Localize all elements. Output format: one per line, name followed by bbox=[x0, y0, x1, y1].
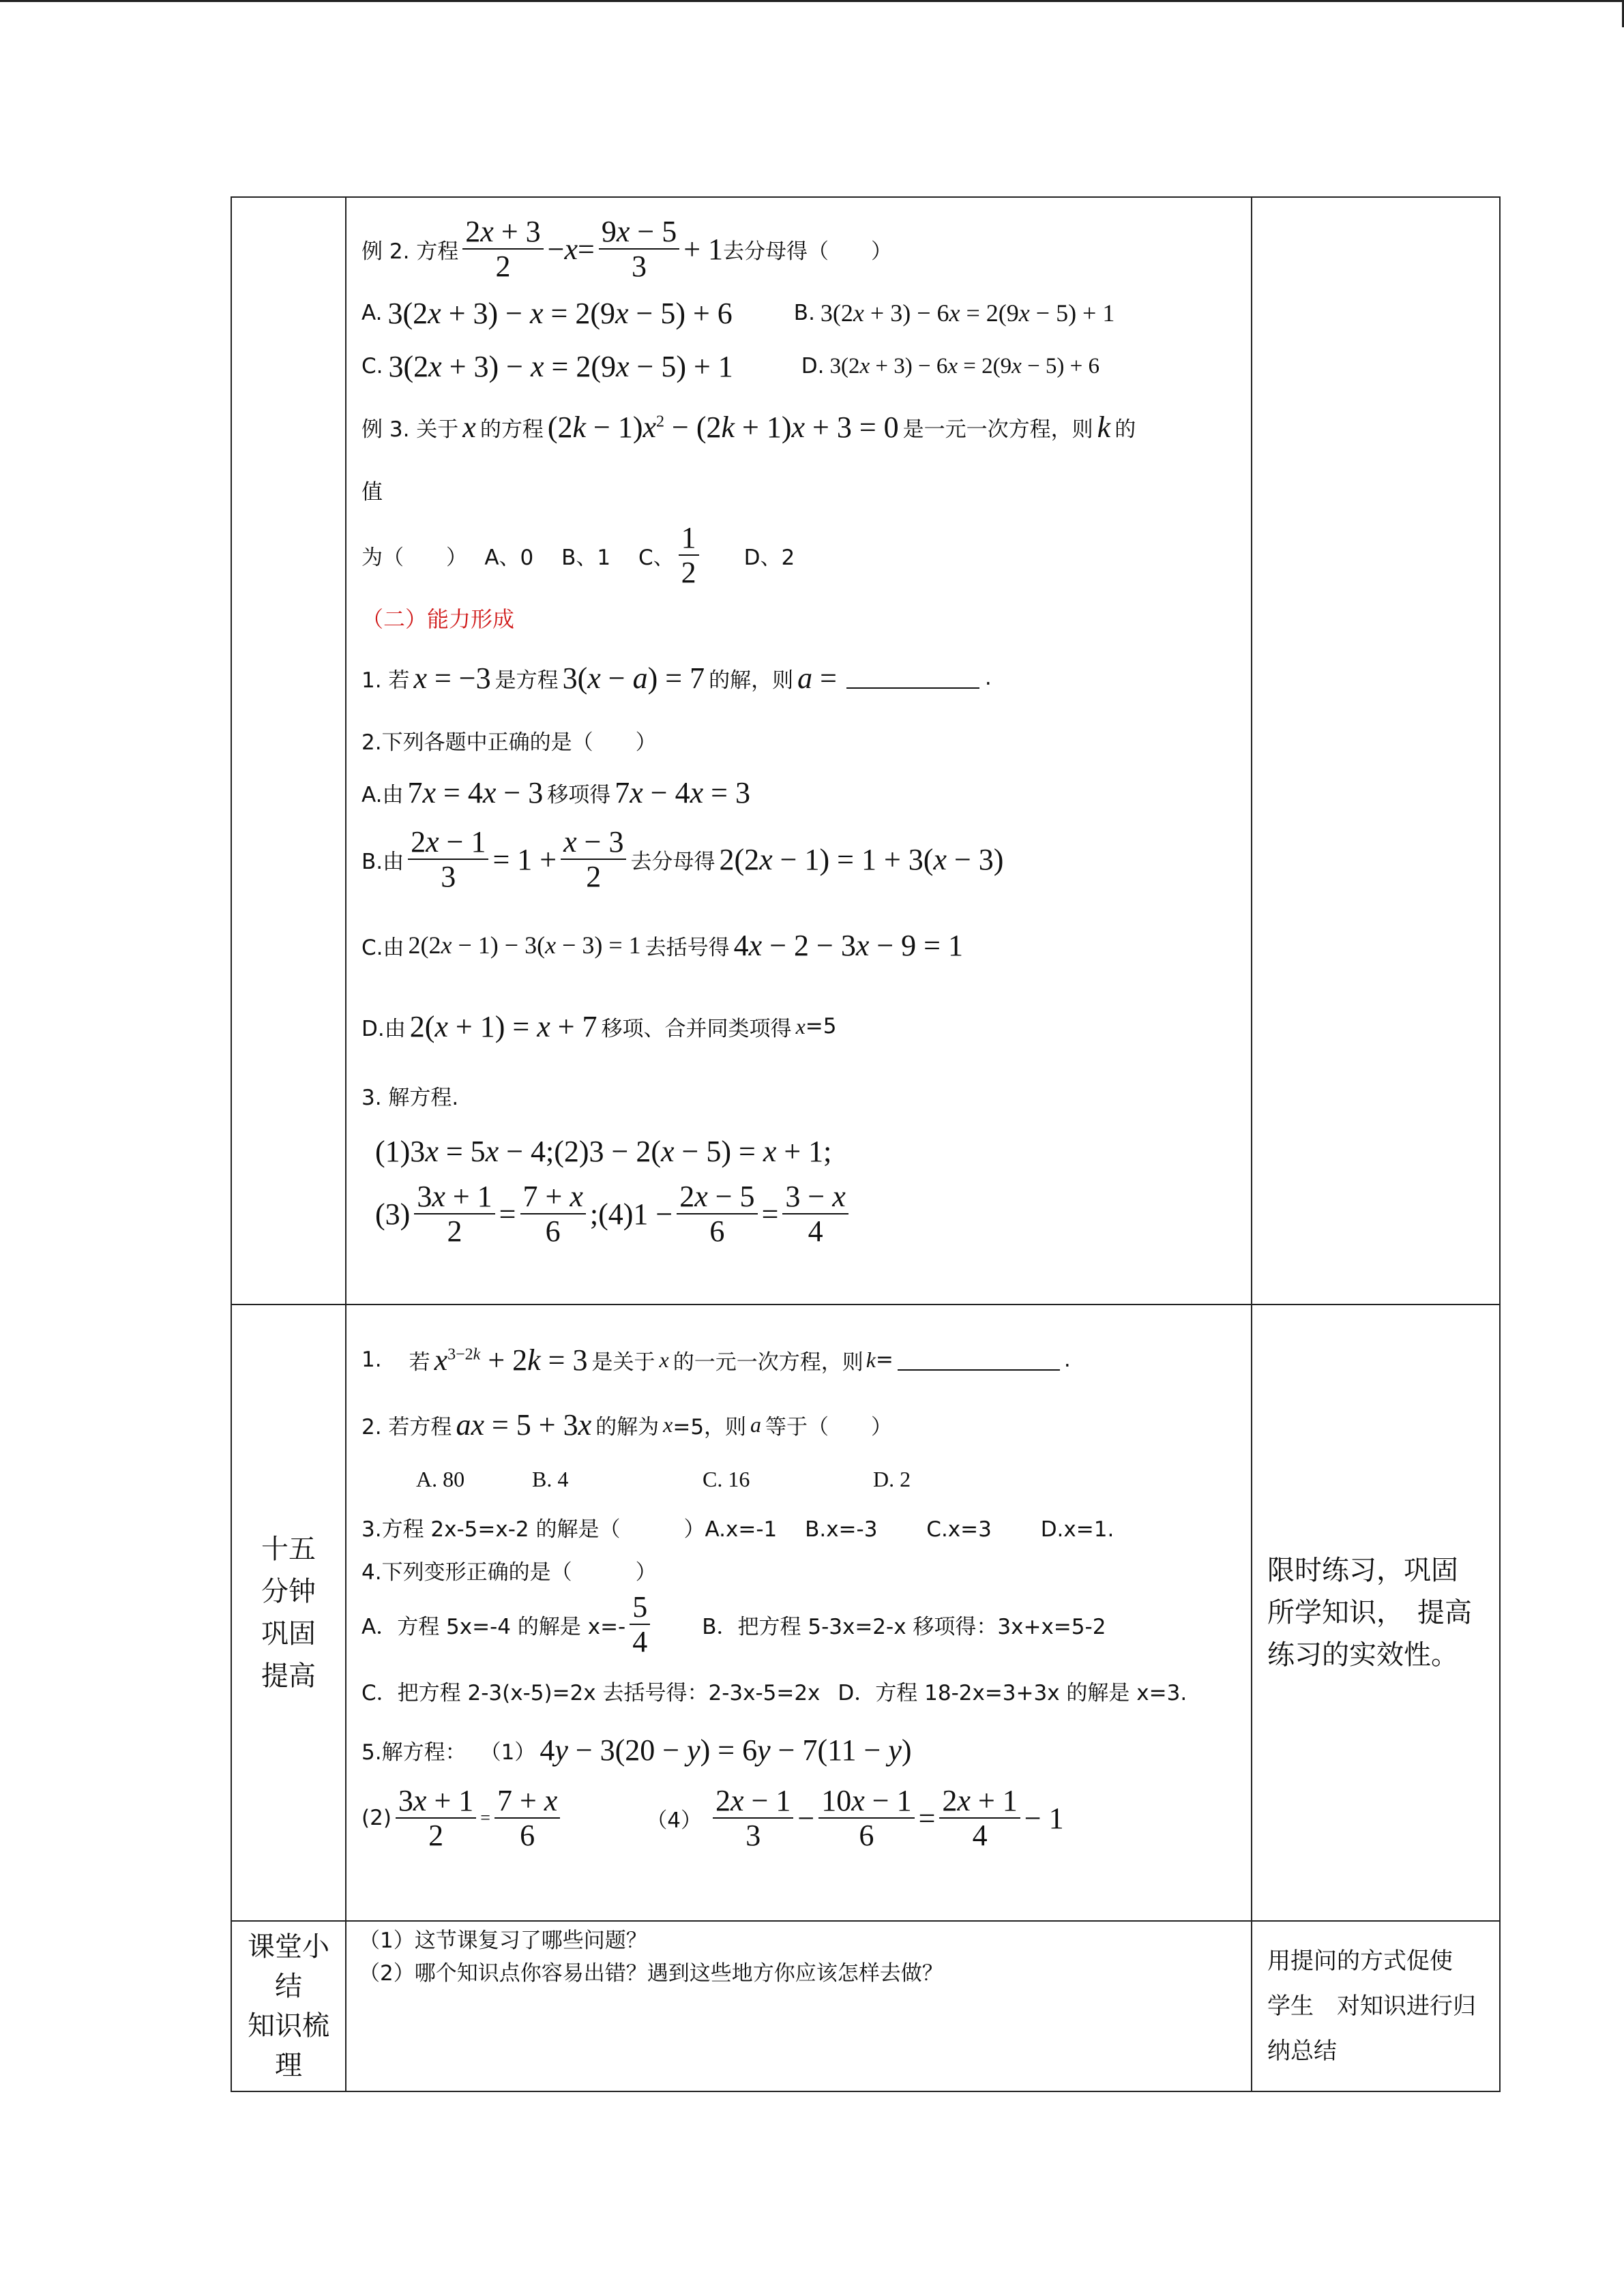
question-text: 移项、合并同类项得 bbox=[601, 1016, 792, 1041]
variable-a: a bbox=[750, 1412, 762, 1437]
question-text: 去括号得 bbox=[645, 935, 730, 960]
math-expression: $x^{3-2k} + 2k = 3$ bbox=[434, 1343, 588, 1377]
option-d-equation: 3(2x + 3) − 6x = 2(9x − 5) + 6 bbox=[829, 353, 1100, 378]
question-text: 若 bbox=[409, 1350, 430, 1375]
drill-question-2 bbox=[361, 1394, 1235, 1455]
question-text: 去分母得 bbox=[630, 849, 715, 874]
ability-question-2-a bbox=[361, 768, 1235, 817]
ability-question-2-b bbox=[361, 817, 1235, 901]
drill-question-5-parts bbox=[361, 1778, 1235, 1858]
note-line: 限时练习，巩固 bbox=[1267, 1555, 1458, 1586]
math-expression: $\frac{2x - 1}{3}$ = 1 + $\frac{x - 3}{2}$ bbox=[404, 825, 630, 894]
question-text: A.由 bbox=[361, 782, 404, 807]
drill-question-3 bbox=[361, 1503, 1235, 1551]
question-text: 4.下列变形正确的是（ ） bbox=[361, 1560, 657, 1585]
practice-stage-cell bbox=[231, 197, 346, 1304]
question-text: B.由 bbox=[361, 849, 404, 874]
question-text: 等于（ ） bbox=[765, 1414, 893, 1440]
example-2-options-cd bbox=[361, 340, 1235, 393]
option-c-label: C. bbox=[361, 354, 383, 378]
section-ability bbox=[361, 592, 1235, 644]
fraction: $\frac{3x + 1}{2}$ bbox=[414, 1180, 494, 1249]
stage-label-line: 巩固 bbox=[261, 1618, 316, 1650]
question-text: 的解为 bbox=[595, 1414, 660, 1440]
option-text: D. 2 bbox=[873, 1466, 911, 1491]
math-expression: (1)3x = 5x − 4;(2)3 − 2(x − 5) = x + 1; bbox=[375, 1134, 832, 1168]
example-2-options-ab bbox=[361, 286, 1235, 340]
question-text: 的解，则 bbox=[709, 668, 794, 693]
question-text: D.由 bbox=[361, 1016, 406, 1041]
answer-blank[interactable] bbox=[846, 667, 979, 689]
variable-x: x bbox=[462, 410, 476, 444]
drill-question-4-title bbox=[361, 1551, 1235, 1589]
math-expression: 2(x + 1) = x + 7 bbox=[409, 1009, 597, 1043]
example-3-options-text: D、2 bbox=[743, 545, 795, 570]
example-3-equation: $(2k - 1)x^2 - (2k + 1)x + 3 = 0$ bbox=[547, 410, 899, 444]
example-3-line-2 bbox=[361, 461, 1235, 518]
example-3-text: 的方程 bbox=[479, 417, 544, 442]
option-text: C．把方程 2-3(x-5)=2x 去括号得：2-3x-5=2x bbox=[361, 1680, 821, 1705]
ability-question-3-line-1 bbox=[361, 1127, 1235, 1176]
question-text: =5，则 bbox=[673, 1414, 747, 1440]
drill-note-cell bbox=[1252, 1304, 1500, 1921]
option-b-label: B. bbox=[793, 301, 815, 325]
note-line: 练习的实效性。 bbox=[1267, 1639, 1458, 1671]
ability-question-2-title bbox=[361, 712, 1235, 768]
option-text: A．方程 5x=-4 的解是 x=- bbox=[361, 1614, 626, 1639]
option-c-fraction bbox=[675, 521, 703, 590]
example-3-text: 例 3. 关于 bbox=[361, 417, 459, 442]
math-expression: $\frac{3x + 1}{2}$ = $\frac{7 + x}{6}$ bbox=[392, 1784, 564, 1853]
question-text: (2) bbox=[361, 1806, 392, 1830]
example-3-text: 的 bbox=[1114, 417, 1136, 442]
example-2-label: 例 2. 方程 bbox=[361, 239, 459, 264]
drill-content-cell bbox=[346, 1304, 1252, 1921]
math-expression: x = −3 bbox=[413, 661, 491, 695]
lesson-table bbox=[231, 196, 1501, 2092]
stage-label-line: 课堂小 bbox=[248, 1931, 329, 1963]
question-number: 1. bbox=[361, 1347, 382, 1372]
fraction: $\frac{1}{2}$ bbox=[679, 521, 699, 590]
example-3-options bbox=[361, 518, 1235, 592]
question-text: （1） bbox=[479, 1740, 536, 1765]
question-text: = bbox=[875, 1347, 894, 1372]
fraction: $\frac{3x + 1}{2}$ bbox=[396, 1784, 476, 1853]
ability-question-1 bbox=[361, 644, 1235, 712]
math-expression: 7x = 4x − 3 bbox=[407, 775, 544, 809]
variable-k: k bbox=[1097, 410, 1111, 444]
option-a-fraction bbox=[625, 1590, 654, 1659]
math-expression: 2(2x − 1) − 3(x − 3) = 1 bbox=[408, 931, 641, 959]
math-expression: a = bbox=[797, 661, 837, 695]
question-text: . bbox=[984, 666, 992, 690]
fraction: $\frac{2x - 1}{3}$ bbox=[713, 1784, 793, 1853]
question-text: 是方程 bbox=[494, 668, 559, 693]
note-line: 用提问的方式促使 bbox=[1267, 1948, 1453, 1975]
question-text: . bbox=[1063, 1347, 1071, 1372]
example-3 bbox=[361, 393, 1235, 461]
drill-question-5 bbox=[361, 1721, 1235, 1778]
math-expression: 3(x − a) = 7 bbox=[562, 661, 705, 695]
math-expression: (3) $\frac{3x + 1}{2}$ = $\frac{7 + x}{6}$ ;(4)1 − $\frac{2x - 5}{6}$ = $\frac{3 - x}{4}$ bbox=[375, 1180, 853, 1249]
stage-label-line: 提高 bbox=[261, 1660, 316, 1692]
stage-label-line: 知识梳 bbox=[248, 2010, 329, 2042]
fraction: $\frac{2x + 3}{2}$ bbox=[462, 215, 543, 284]
summary-item: （2）哪个知识点你容易出错？遇到这些地方你应该怎样去做？ bbox=[359, 1961, 943, 1986]
example-3-options-text: 为（ ） A、0 B、1 C、 bbox=[361, 545, 675, 570]
option-a-equation: 3(2x + 3) − x = 2(9x − 5) + 6 bbox=[387, 296, 733, 330]
section-title: （二）能力形成 bbox=[361, 606, 515, 632]
drill-row bbox=[231, 1304, 1500, 1921]
option-text: D．方程 18-2x=3+3x 的解是 x=3. bbox=[838, 1680, 1187, 1705]
summary-note-cell bbox=[1252, 1921, 1500, 2091]
question-text: 3. 解方程. bbox=[361, 1085, 459, 1110]
drill-question-4-ab bbox=[361, 1589, 1235, 1660]
option-text: C. 16 bbox=[703, 1466, 750, 1491]
stage-label-line: 分钟 bbox=[261, 1576, 316, 1607]
note-line: 学生 对知识进行归 bbox=[1267, 1993, 1476, 2020]
question-text: 3.方程 2x-5=x-2 的解是（ ）A.x=-1 B.x=-3 C.x=3 D.x=1. bbox=[361, 1517, 1114, 1542]
example-2-equation: $\frac{2x + 3}{2}$ − x = $\frac{9x - 5}{3}$ + 1 bbox=[458, 215, 723, 284]
question-text: 的一元一次方程，则 bbox=[673, 1350, 863, 1375]
note-line: 纳总结 bbox=[1267, 2038, 1337, 2065]
stage-label-line: 理 bbox=[275, 2050, 302, 2081]
stage-label-line: 十五 bbox=[261, 1534, 316, 1565]
answer-blank[interactable] bbox=[898, 1349, 1060, 1371]
math-expression: 2(2x − 1) = 1 + 3(x − 3) bbox=[719, 842, 1004, 876]
example-2 bbox=[361, 211, 1235, 286]
fraction: $\frac{7 + x}{6}$ bbox=[494, 1784, 560, 1853]
ability-question-3-title bbox=[361, 1064, 1235, 1127]
practice-content-cell bbox=[346, 197, 1252, 1304]
question-text: 移项得 bbox=[547, 782, 611, 807]
fraction: $\frac{2x - 1}{3}$ bbox=[408, 825, 488, 894]
math-expression: 7x − 4x = 3 bbox=[615, 775, 750, 809]
option-b-equation: 3(2x + 3) − 6x = 2(9x − 5) + 1 bbox=[820, 299, 1115, 327]
variable-x: x bbox=[795, 1013, 806, 1039]
option-d-label: D. bbox=[801, 354, 825, 378]
example-2-tail: 去分母得（ ） bbox=[723, 239, 893, 264]
question-text: 5.解方程： bbox=[361, 1740, 467, 1765]
fraction: $\frac{9x - 5}{3}$ bbox=[599, 215, 679, 284]
stage-label-line: 结 bbox=[275, 1971, 302, 2002]
option-text: A. 80 bbox=[416, 1466, 465, 1491]
option-text: B．把方程 5-3x=2-x 移项得：3x+x=5-2 bbox=[702, 1614, 1106, 1639]
summary-row bbox=[231, 1921, 1500, 2091]
summary-content-cell bbox=[346, 1921, 1252, 2091]
fraction: $\frac{2x + 1}{4}$ bbox=[939, 1784, 1020, 1853]
variable-x: x bbox=[659, 1347, 669, 1372]
summary-stage-cell bbox=[231, 1921, 346, 2091]
note-line: 所学知识， 提高 bbox=[1267, 1597, 1472, 1628]
fraction: $\frac{5}{4}$ bbox=[630, 1590, 650, 1659]
top-border-line bbox=[0, 0, 1624, 2]
math-expression: $\frac{2x - 1}{3}$ − $\frac{10x - 1}{6}$ = $\frac{2x + 1}{4}$ − 1 bbox=[709, 1784, 1064, 1853]
fraction: $\frac{2x - 5}{6}$ bbox=[677, 1180, 757, 1249]
question-text: =5 bbox=[805, 1014, 837, 1039]
ability-question-2-c bbox=[361, 901, 1235, 989]
drill-question-4-cd bbox=[361, 1660, 1235, 1721]
option-text: B. 4 bbox=[532, 1466, 569, 1491]
fraction: $\frac{10x - 1}{6}$ bbox=[818, 1784, 914, 1853]
question-text: （4） bbox=[646, 1808, 703, 1833]
drill-stage-cell bbox=[231, 1304, 346, 1921]
question-text: 2. 若方程 bbox=[361, 1414, 452, 1440]
ability-question-3-line-2 bbox=[361, 1176, 1235, 1252]
summary-item: （1）这节课复习了哪些问题？ bbox=[359, 1928, 647, 1953]
question-text: 是关于 bbox=[591, 1350, 655, 1375]
drill-question-2-options bbox=[361, 1455, 1235, 1503]
fraction: $\frac{7 + x}{6}$ bbox=[520, 1180, 586, 1249]
option-c-equation: 3(2x + 3) − x = 2(9x − 5) + 1 bbox=[388, 349, 733, 383]
question-text: 1. 若 bbox=[361, 668, 410, 693]
math-expression: ax = 5 + 3x bbox=[456, 1407, 592, 1442]
example-3-text: 值 bbox=[361, 479, 383, 505]
drill-question-1 bbox=[361, 1326, 1235, 1394]
example-3-text: 是一元一次方程，则 bbox=[902, 417, 1093, 442]
fraction: $\frac{x - 3}{2}$ bbox=[561, 825, 626, 894]
practice-row bbox=[231, 197, 1500, 1304]
option-a-label: A. bbox=[361, 301, 383, 325]
ability-question-2-d bbox=[361, 989, 1235, 1064]
math-expression: 4y − 3(20 − y) = 6y − 7(11 − y) bbox=[540, 1733, 912, 1767]
variable-k: k bbox=[866, 1347, 876, 1372]
practice-note-cell bbox=[1252, 197, 1500, 1304]
question-text: C.由 bbox=[361, 935, 404, 960]
fraction: $\frac{3 - x}{4}$ bbox=[782, 1180, 848, 1249]
question-text: 2.下列各题中正确的是（ ） bbox=[361, 730, 657, 755]
variable-x: x bbox=[663, 1412, 673, 1437]
math-expression: 4x − 2 − 3x − 9 = 1 bbox=[733, 928, 963, 962]
